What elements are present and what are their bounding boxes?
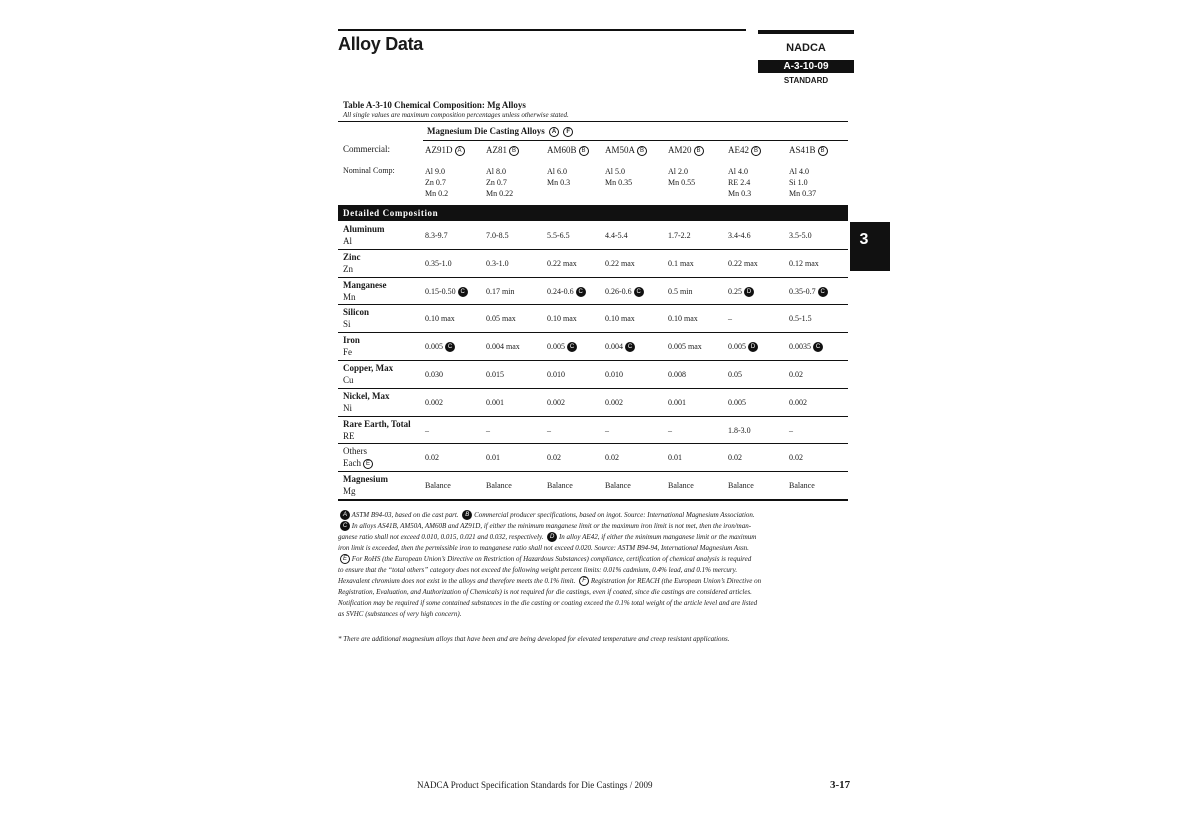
alloy-header bbox=[789, 145, 828, 156]
value-cell: 0.015 bbox=[486, 370, 504, 379]
value-cell: 0.25 D bbox=[728, 287, 754, 297]
footnote-mark: C bbox=[634, 287, 644, 297]
footnote-mark: C bbox=[445, 342, 455, 352]
element-name: Iron bbox=[343, 335, 360, 346]
nominal-comp: Mn 0.2 bbox=[425, 189, 449, 198]
value-cell: – bbox=[728, 314, 732, 324]
row-rule bbox=[338, 360, 848, 361]
value-cell: 8.3-9.7 bbox=[425, 231, 448, 240]
alloy-header bbox=[668, 145, 704, 156]
footnote-mark-b: B bbox=[462, 510, 472, 520]
value-cell: 0.22 max bbox=[605, 258, 635, 268]
value-cell: Balance bbox=[486, 481, 512, 491]
nominal-comp: Mn 0.22 bbox=[486, 189, 514, 198]
section-tab: 3 bbox=[850, 222, 890, 271]
alloy-name: AZ81 bbox=[486, 145, 507, 155]
alloy-header bbox=[425, 145, 465, 156]
value-cell: 0.05 bbox=[728, 370, 742, 379]
value-cell: 0.010 bbox=[547, 370, 565, 379]
value-cell: 0.010 bbox=[605, 370, 623, 379]
row-rule bbox=[338, 443, 848, 444]
element-name: Aluminum bbox=[343, 224, 385, 234]
nominal-comp: Zn 0.7 bbox=[425, 178, 446, 187]
row-rule bbox=[338, 304, 848, 305]
nadca-label: NADCA bbox=[786, 42, 826, 54]
alloy-header bbox=[728, 145, 761, 156]
nadca-standard-box bbox=[758, 30, 854, 90]
value-cell: 0.005 bbox=[728, 397, 746, 407]
value-cell: 0.10 max bbox=[605, 314, 635, 324]
value-cell: 0.005 C bbox=[425, 342, 455, 352]
element-symbol: Mn bbox=[343, 291, 356, 302]
element-name: Silicon bbox=[343, 307, 370, 318]
footnote-mark-c: C bbox=[340, 521, 350, 531]
nominal-comp: Al 9.0 bbox=[425, 167, 445, 176]
footer-text: NADCA Product Specification Standards for Die Castings / 2009 bbox=[417, 780, 653, 790]
nominal-label: Nominal Comp: bbox=[343, 166, 395, 175]
value-cell: 0.004 C bbox=[605, 342, 635, 352]
nominal-comp: Al 6.0 bbox=[547, 167, 567, 176]
footnote-line: A ASTM B94-03, based on die cast part. B Commercial producer specifications, based on ingot. Source: International Magnesium Association. bbox=[338, 510, 850, 521]
element-name: Copper, Max bbox=[343, 363, 394, 373]
nominal-comp: Zn 0.7 bbox=[486, 178, 507, 187]
value-cell: Balance bbox=[728, 481, 754, 491]
table-subtitle: All single values are maximum composition percentages unless otherwise stated. bbox=[343, 111, 569, 119]
nominal-comp: Mn 0.3 bbox=[547, 178, 571, 187]
element-symbol: Fe bbox=[343, 347, 352, 358]
footnotes bbox=[338, 510, 850, 620]
row-rule bbox=[338, 499, 848, 501]
element-symbol: Mg bbox=[343, 486, 356, 497]
nominal-comp: Al 8.0 bbox=[486, 167, 506, 176]
element-name: Zinc bbox=[343, 251, 361, 262]
value-cell: 0.001 bbox=[668, 397, 686, 407]
nominal-comp: Mn 0.35 bbox=[605, 178, 633, 187]
footnote-line: Registration, Evaluation, and Authorization of Chemicals) is not required for die castings, even if coated, since die castings are considered articles. bbox=[338, 588, 752, 596]
value-cell: 0.10 max bbox=[668, 314, 698, 324]
group-header-label: Magnesium Die Casting Alloys bbox=[427, 126, 545, 136]
value-cell: 0.005 max bbox=[668, 342, 702, 352]
value-cell: 0.030 bbox=[425, 370, 443, 379]
value-cell: 0.10 max bbox=[547, 314, 577, 324]
alloy-name: AS41B bbox=[789, 145, 816, 155]
value-cell: 0.02 bbox=[789, 453, 803, 463]
value-cell: 0.15-0.50 C bbox=[425, 287, 468, 297]
value-cell: Balance bbox=[547, 481, 573, 491]
footnote-mark: D bbox=[744, 287, 754, 297]
row-rule bbox=[338, 388, 848, 389]
footnote-line: Notification may be required if some contained substances in the die casting or coating exceed the 0.1% total weight of the article level and are listed bbox=[338, 599, 758, 607]
group-rule bbox=[423, 140, 848, 141]
footnote-mark: B bbox=[818, 146, 828, 156]
value-cell: – bbox=[425, 425, 429, 435]
value-cell: – bbox=[789, 425, 793, 435]
footnote-mark-f: F bbox=[563, 127, 573, 137]
value-cell: 0.3-1.0 bbox=[486, 258, 509, 268]
footnote-mark-d: D bbox=[547, 532, 557, 542]
footnote-mark: B bbox=[751, 146, 761, 156]
nominal-comp: Mn 0.55 bbox=[668, 178, 696, 187]
value-cell: 0.22 max bbox=[547, 258, 577, 268]
alloy-name: AZ91D bbox=[425, 145, 453, 155]
footnote-mark: C bbox=[813, 342, 823, 352]
row-rule bbox=[338, 277, 848, 278]
value-cell: 0.22 max bbox=[728, 258, 758, 268]
standard-code: A-3-10-09 bbox=[758, 60, 854, 73]
element-name: Magnesium bbox=[343, 474, 388, 485]
value-cell: 0.002 bbox=[425, 397, 443, 407]
footnote-mark-a: A bbox=[549, 127, 559, 137]
title-rule bbox=[338, 29, 746, 31]
value-cell: – bbox=[547, 425, 551, 435]
alloy-header bbox=[547, 145, 589, 156]
section-bar: Detailed Composition bbox=[338, 205, 848, 221]
value-cell: Balance bbox=[789, 481, 815, 491]
value-cell: 0.05 max bbox=[486, 314, 516, 324]
value-cell: 0.002 bbox=[605, 397, 623, 407]
value-cell: 4.4-5.4 bbox=[605, 231, 628, 240]
footnote-line: C In alloys AS41B, AM50A, AM60B and AZ91D, if either the minimum manganese limit or the maximum iron limit is not met, then the iron/man- bbox=[338, 521, 850, 532]
row-rule bbox=[338, 471, 848, 472]
element-symbol: Each E bbox=[343, 458, 373, 469]
page-title: Alloy Data bbox=[338, 34, 424, 54]
value-cell: 0.5 min bbox=[668, 286, 693, 296]
value-cell: 0.002 bbox=[547, 397, 565, 407]
value-cell: 5.5-6.5 bbox=[547, 231, 570, 240]
footnote-line: ganese ratio shall not exceed 0.010, 0.015, 0.021 and 0.032, respectively. D In alloy AE42, if either the minimum manganese limit or the maximum bbox=[338, 533, 757, 541]
value-cell: 7.0-8.5 bbox=[486, 231, 509, 240]
nominal-comp: Al 4.0 bbox=[728, 167, 748, 176]
footnote-mark-e: E bbox=[363, 459, 373, 469]
alloy-header bbox=[486, 145, 519, 156]
element-name: Others bbox=[343, 446, 367, 457]
alloy-header bbox=[605, 145, 647, 156]
footnote-mark: B bbox=[637, 146, 647, 156]
additional-note: * There are additional magnesium alloys that have been and are being developed for elevated temperature and creep resistant applications. bbox=[338, 635, 730, 643]
value-cell: Balance bbox=[425, 481, 451, 491]
value-cell: 0.005 D bbox=[728, 342, 758, 352]
nominal-comp: Si 1.0 bbox=[789, 178, 808, 187]
table-title: Table A-3-10 Chemical Composition: Mg Alloys bbox=[343, 100, 526, 110]
nominal-comp: Al 2.0 bbox=[668, 167, 688, 176]
row-rule bbox=[338, 332, 848, 333]
value-cell: 0.0035 C bbox=[789, 342, 823, 352]
nominal-comp: Al 5.0 bbox=[605, 167, 625, 176]
value-cell: 0.005 C bbox=[547, 342, 577, 352]
row-rule bbox=[338, 416, 848, 417]
footnote-mark: C bbox=[625, 342, 635, 352]
footnote-mark: C bbox=[818, 287, 828, 297]
element-name: Rare Earth, Total bbox=[343, 418, 411, 429]
footnote-line: iron limit is exceeded, then the permissible iron to manganese ratio shall not exceed 0.020. Source: ASTM B94-94, International Magnesium Assn. bbox=[338, 544, 749, 552]
element-symbol: Zn bbox=[343, 263, 353, 274]
nominal-comp: Mn 0.37 bbox=[789, 189, 817, 198]
value-cell: 1.8-3.0 bbox=[728, 425, 751, 435]
value-cell: 0.02 bbox=[605, 453, 619, 463]
footnote-mark: B bbox=[579, 146, 589, 156]
value-cell: 0.26-0.6 C bbox=[605, 287, 644, 297]
element-symbol: Cu bbox=[343, 375, 354, 385]
element-symbol: RE bbox=[343, 430, 355, 441]
commercial-label: Commercial: bbox=[343, 144, 390, 154]
value-cell: 0.35-0.7 C bbox=[789, 287, 828, 297]
footnote-mark-e: E bbox=[340, 554, 350, 564]
group-header bbox=[427, 126, 573, 137]
nominal-comp: Mn 0.3 bbox=[728, 189, 752, 198]
standard-label: STANDARD bbox=[783, 76, 829, 85]
alloy-name: AM60B bbox=[547, 145, 577, 155]
footnote-line: as SVHC (substances of very high concern). bbox=[338, 610, 462, 618]
value-cell: 3.4-4.6 bbox=[728, 231, 751, 240]
alloy-name: AM20 bbox=[668, 145, 692, 155]
element-symbol: Ni bbox=[343, 402, 352, 413]
value-cell: 0.35-1.0 bbox=[425, 258, 452, 268]
footnote-mark-a: A bbox=[340, 510, 350, 520]
footnote-mark: B bbox=[694, 146, 704, 156]
value-cell: 0.008 bbox=[668, 370, 686, 379]
element-name: Nickel, Max bbox=[343, 390, 390, 401]
value-cell: 0.004 max bbox=[486, 342, 520, 352]
value-cell: Balance bbox=[605, 481, 631, 491]
element-name: Manganese bbox=[343, 279, 387, 290]
value-cell: 3.5-5.0 bbox=[789, 231, 812, 240]
value-cell: 0.002 bbox=[789, 397, 807, 407]
footnote-mark: B bbox=[509, 146, 519, 156]
value-cell: 0.01 bbox=[668, 453, 682, 463]
value-cell: 0.02 bbox=[789, 370, 803, 379]
footnote-mark: C bbox=[567, 342, 577, 352]
value-cell: 0.01 bbox=[486, 453, 500, 463]
footnote-mark: C bbox=[576, 287, 586, 297]
nominal-comp: Al 4.0 bbox=[789, 167, 809, 176]
footnote-line: Hexavalent chromium does not exist in the alloys and therefore meets the 0.1% limit. F Registration for REACH (the European Union’s Directive on bbox=[338, 577, 762, 585]
page-number: 3-17 bbox=[830, 779, 851, 791]
value-cell: Balance bbox=[668, 481, 694, 491]
value-cell: 0.02 bbox=[728, 453, 742, 463]
footnote-line: E For RoHS (the European Union’s Directive on Restriction of Hazardous Substances) compliance, certification of chemical analysis is required bbox=[338, 554, 850, 565]
value-cell: 0.5-1.5 bbox=[789, 314, 812, 324]
value-cell: 0.1 max bbox=[668, 258, 694, 268]
element-symbol: Si bbox=[343, 319, 351, 330]
value-cell: 0.12 max bbox=[789, 258, 819, 268]
footnote-mark: A bbox=[455, 146, 465, 156]
value-cell: – bbox=[486, 425, 490, 435]
value-cell: 0.02 bbox=[425, 453, 439, 463]
nominal-comp: RE 2.4 bbox=[728, 178, 751, 187]
nadca-top-rule bbox=[758, 30, 854, 34]
footnote-mark: D bbox=[748, 342, 758, 352]
value-cell: 0.02 bbox=[547, 453, 561, 463]
value-cell: 0.10 max bbox=[425, 314, 455, 324]
alloy-name: AE42 bbox=[728, 145, 749, 155]
row-rule bbox=[338, 249, 848, 250]
element-symbol: Al bbox=[343, 236, 352, 246]
value-cell: – bbox=[605, 425, 609, 435]
value-cell: 0.001 bbox=[486, 397, 504, 407]
footnote-mark: C bbox=[458, 287, 468, 297]
table-top-rule bbox=[338, 121, 848, 122]
footnote-line: to ensure that the “total others” category does not exceed the following weight percent limits: 0.01% cadmium, 0.4% lead, and 0.1% mercury. bbox=[338, 566, 738, 574]
footnote-mark-f: F bbox=[579, 576, 589, 586]
value-cell: – bbox=[668, 425, 672, 435]
value-cell: 0.17 min bbox=[486, 286, 515, 296]
value-cell: 0.24-0.6 C bbox=[547, 287, 586, 297]
alloy-name: AM50A bbox=[605, 145, 636, 155]
value-cell: 1.7-2.2 bbox=[668, 231, 691, 240]
